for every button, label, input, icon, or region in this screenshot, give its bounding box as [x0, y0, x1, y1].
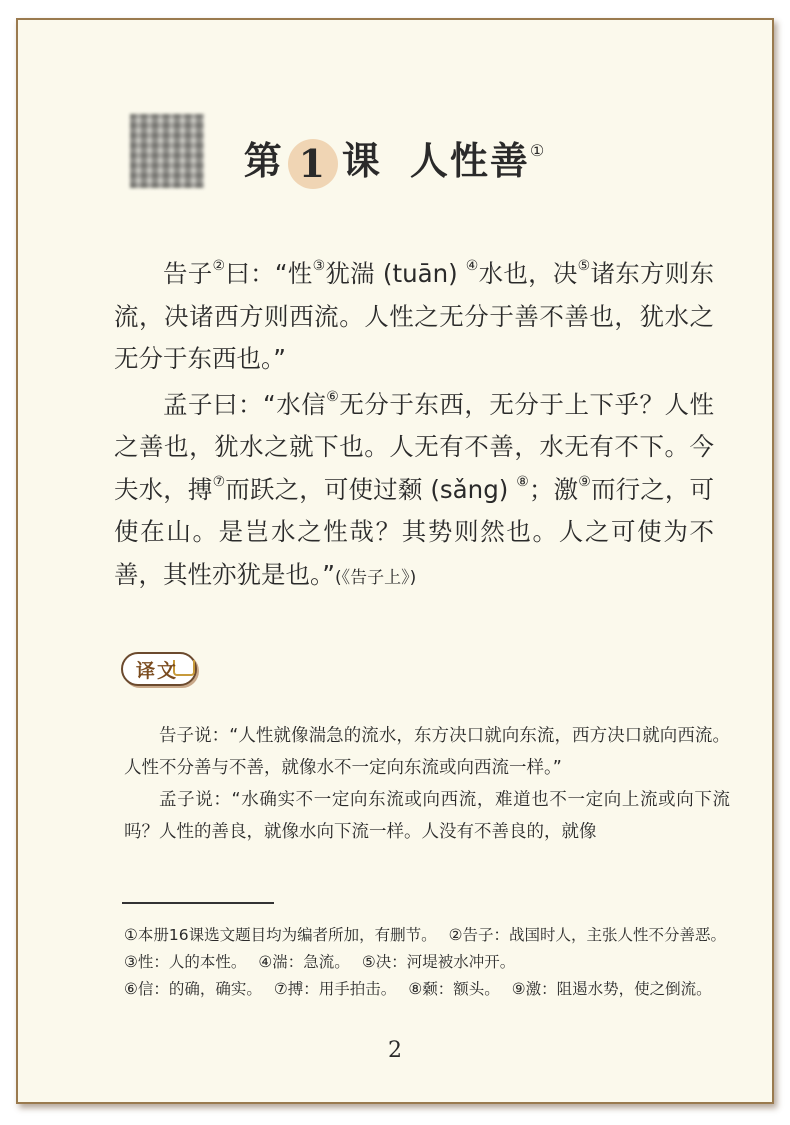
text-run: 而行之，可使在山。是岂水之性哉？其势则然也。人之可使为不善，其性亦犹是也。”	[114, 474, 715, 589]
footnote: ④湍：急流。	[258, 953, 350, 971]
source-citation: (《告子上》)	[334, 567, 417, 588]
text-run: ；激	[528, 474, 579, 504]
translation-paragraph: 告子说：“人性就像湍急的流水，东方决口就向东流，西方决口就向西流。人性不分善与不善，就像水不一定向东流或向西流一样。”	[124, 726, 730, 778]
footnote: ②告子：战国时人，主张人性不分善恶。	[448, 926, 727, 944]
paragraph-gaozi	[114, 253, 714, 381]
lesson-title	[18, 130, 772, 189]
footnote-ref: ②	[212, 258, 226, 274]
footnote: ⑧颡：额头。	[408, 980, 500, 998]
footnote-ref: ④	[465, 258, 479, 274]
footnote: ⑤决：河堤被水冲开。	[361, 953, 516, 971]
text-run: 诸东方则东流，决诸西方则西流。人性之无分于善不善也，犹水之无分于东西也。”	[114, 259, 714, 373]
footnote: ⑦搏：用手拍击。	[273, 980, 397, 998]
text-run: 孟子曰：“水信	[163, 389, 327, 419]
text-run: 而跃之，可使过颡 (sǎng)	[225, 474, 517, 504]
footnote-ref: ⑦	[212, 473, 226, 490]
paragraph-mengzi	[114, 384, 714, 600]
title-footnote-mark: ①	[529, 141, 547, 160]
lesson-name: 人性善	[409, 139, 530, 183]
text-run: 无分于东西，无分于上下乎？人性之善也，犹水之就下也。人无有不善，水无有不下。今夫水，搏	[114, 389, 714, 504]
footnote: ⑨激：阻遏水势，使之倒流。	[511, 980, 712, 998]
footnote-ref: ⑨	[578, 473, 591, 490]
text-run: 水也，决	[478, 259, 578, 288]
footnote-ref: ⑤	[577, 258, 591, 274]
footnote: ⑥信：的确，确实。	[124, 980, 262, 998]
footnote-ref: ⑧	[516, 473, 529, 490]
footnote-ref: ⑥	[326, 388, 340, 405]
book-page	[16, 18, 774, 1104]
footnote-divider	[122, 902, 274, 904]
text-run: 告子	[163, 259, 213, 288]
translation-badge-label: 译文	[136, 660, 179, 682]
lesson-number-badge: 1	[288, 139, 338, 189]
title-suffix: 课	[341, 139, 382, 183]
footnote-ref: ③	[312, 258, 326, 274]
translation-paragraph: 孟子说：“水确实不一定向东流或向西流，难道也不一定向上流或向下流吗？人性的善良，就像水向下流一样。人没有不善良的，就像	[124, 790, 730, 842]
footnote: ①本册16课选文题目均为编者所加，有删节。	[124, 926, 437, 944]
main-text	[114, 253, 714, 599]
translation-badge	[121, 650, 199, 688]
footnotes	[124, 922, 732, 1003]
text-run: 曰：“性	[225, 259, 313, 288]
footnote: ③性：人的本性。	[124, 953, 247, 971]
text-run: 犹湍 (tuān)	[325, 259, 466, 288]
translation-text	[124, 720, 730, 848]
page-number: 2	[388, 1038, 402, 1063]
title-prefix: 第	[243, 139, 284, 183]
